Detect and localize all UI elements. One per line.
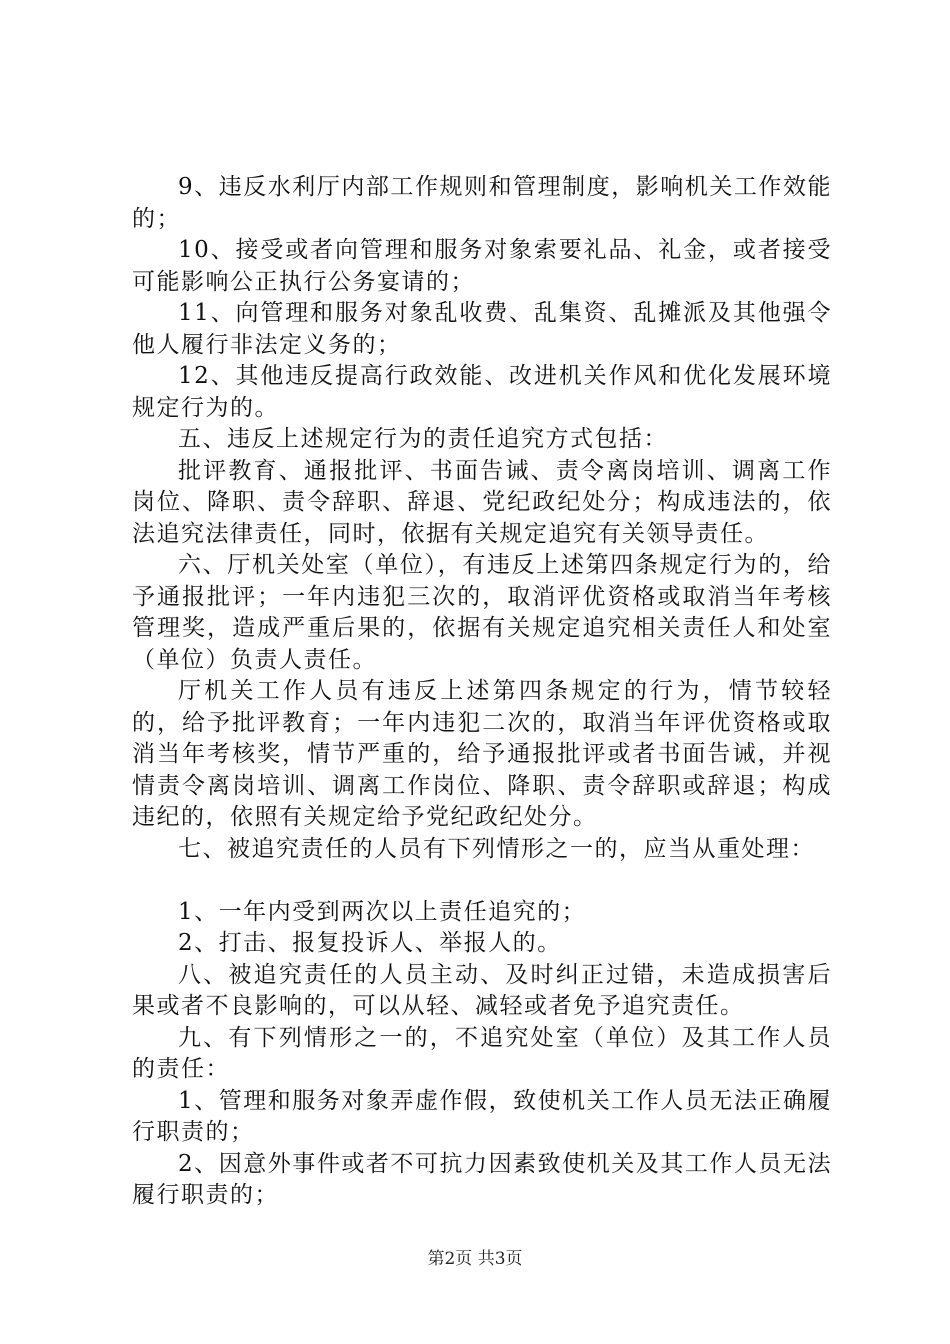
paragraph-item-9: 9、违反水利厅内部工作规则和管理制度，影响机关工作效能的； <box>132 174 832 232</box>
paragraph-item-11: 11、向管理和服务对象乱收费、乱集资、乱摊派及其他强令他人履行非法定义务的； <box>132 300 832 358</box>
paragraph-section-7-heading: 七、被追究责任的人员有下列情形之一的，应当从重处理： <box>178 835 815 862</box>
paragraph-section-7-item-2: 2、打击、报复投诉人、举报人的。 <box>178 930 562 956</box>
document-body <box>132 172 832 1212</box>
paragraph-item-10: 10、接受或者向管理和服务对象索要礼品、礼金，或者接受可能影响公正执行公务宴请的； <box>132 237 832 295</box>
paragraph-section-9-heading: 九、有下列情形之一的，不追究处室（单位）及其工作人员的责任： <box>132 1024 832 1082</box>
page-number-footer: 第2页 共3页 <box>427 1249 523 1269</box>
paragraph-section-8: 八、被追究责任的人员主动、及时纠正过错，未造成损害后果或者不良影响的，可以从轻、减轻或者免予追究责任。 <box>132 961 832 1019</box>
paragraph-section-9-item-2: 2、因意外事件或者不可抗力因素致使机关及其工作人员无法履行职责的； <box>132 1150 832 1208</box>
paragraph-section-5-heading: 五、违反上述规定行为的责任追究方式包括： <box>178 426 668 452</box>
paragraph-section-9-item-1: 1、管理和服务对象弄虚作假，致使机关工作人员无法正确履行职责的； <box>132 1087 832 1145</box>
paragraph-item-12: 12、其他违反提高行政效能、改进机关作风和优化发展环境规定行为的。 <box>132 363 832 421</box>
paragraph-section-5-body: 批评教育、通报批评、书面告诫、责令离岗培训、调离工作岗位、降职、责令辞职、辞退、党纪政纪处分；构成违法的，依法追究法律责任，同时，依据有关规定追究有关领导责任。 <box>132 457 832 547</box>
paragraph-section-7-item-1: 1、一年内受到两次以上责任追究的； <box>178 898 587 925</box>
paragraph-section-6-staff: 厅机关工作人员有违反上述第四条规定的行为，情节较轻的，给予批评教育；一年内违犯二次的，取消当年评优资格或取消当年考核奖，情节严重的，给予通报批评或者书面告诫，并视情责令离岗培训、调离工作岗位、降职、责令辞职或辞退；构成违纪的，依照有关规定给予党纪政纪处分。 <box>132 678 832 830</box>
paragraph-section-6: 六、厅机关处室（单位），有违反上述第四条规定行为的，给予通报批评；一年内违犯三次的，取消评优资格或取消当年考核管理奖，造成严重后果的，依据有关规定追究相关责任人和处室（单位）负责人责任。 <box>132 552 832 673</box>
paragraph-spacer <box>132 865 832 897</box>
